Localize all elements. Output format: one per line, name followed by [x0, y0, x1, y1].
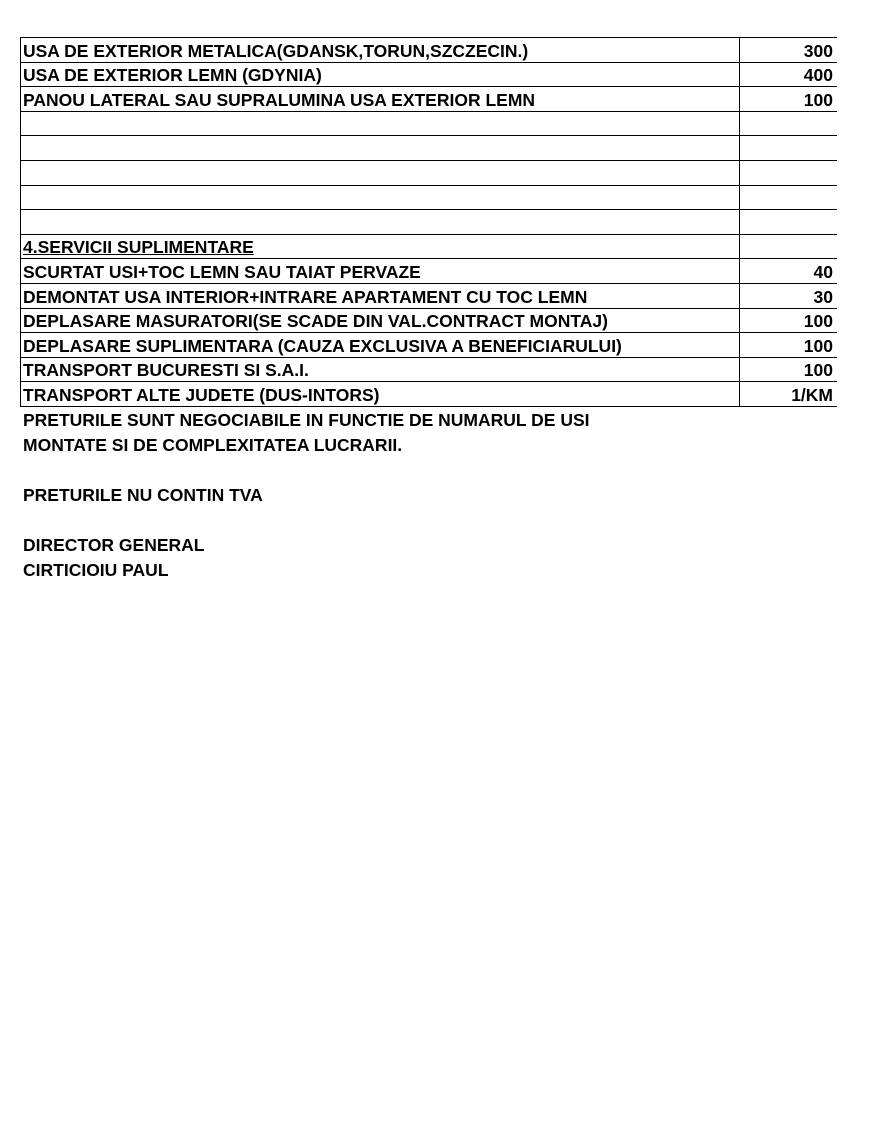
item-description: TRANSPORT BUCURESTI SI S.A.I.: [21, 357, 740, 382]
item-description: USA DE EXTERIOR METALICA(GDANSK,TORUN,SZCZECIN.): [21, 38, 740, 63]
item-price: [740, 185, 838, 210]
item-price: 100: [740, 333, 838, 358]
item-price: 400: [740, 62, 838, 87]
table-row: [21, 333, 838, 358]
item-price: 300: [740, 38, 838, 63]
spacer: [23, 458, 823, 483]
section-title: 4.SERVICII SUPLIMENTARE: [21, 234, 740, 259]
table-row: [21, 357, 838, 382]
table-row: [21, 87, 838, 112]
item-price: [740, 210, 838, 235]
item-description: TRANSPORT ALTE JUDETE (DUS-INTORS): [21, 382, 740, 407]
item-price: [740, 160, 838, 185]
item-description: DEMONTAT USA INTERIOR+INTRARE APARTAMENT CU TOC LEMN: [21, 283, 740, 308]
item-description: PANOU LATERAL SAU SUPRALUMINA USA EXTERIOR LEMN: [21, 87, 740, 112]
item-price: [740, 234, 838, 259]
item-price: 40: [740, 259, 838, 284]
table-row: [21, 382, 838, 407]
signature-title: DIRECTOR GENERAL: [23, 535, 205, 555]
vat-note: PRETURILE NU CONTIN TVA: [23, 485, 263, 505]
item-description: USA DE EXTERIOR LEMN (GDYNIA): [21, 62, 740, 87]
negotiable-note-line-2: MONTATE SI DE COMPLEXITATEA LUCRARII.: [23, 435, 403, 455]
table-row: [21, 259, 838, 284]
table-row: [21, 62, 838, 87]
empty-table-row: [21, 210, 838, 235]
empty-table-row: [21, 185, 838, 210]
empty-table-row: [21, 136, 838, 161]
section-header-row: [21, 234, 838, 259]
item-price: 1/KM: [740, 382, 838, 407]
item-price: 100: [740, 87, 838, 112]
price-table: [20, 37, 837, 407]
table-row: [21, 38, 838, 63]
empty-table-row: [21, 160, 838, 185]
notes-section: [23, 408, 823, 583]
table-row: [21, 308, 838, 333]
item-price: 100: [740, 357, 838, 382]
spacer: [23, 508, 823, 533]
item-description: [21, 136, 740, 161]
item-price: 30: [740, 283, 838, 308]
item-description: [21, 111, 740, 136]
item-description: [21, 185, 740, 210]
item-description: DEPLASARE MASURATORI(SE SCADE DIN VAL.CONTRACT MONTAJ): [21, 308, 740, 333]
item-description: [21, 160, 740, 185]
item-price: [740, 136, 838, 161]
signature-name: CIRTICIOIU PAUL: [23, 560, 169, 580]
item-description: SCURTAT USI+TOC LEMN SAU TAIAT PERVAZE: [21, 259, 740, 284]
item-price: 100: [740, 308, 838, 333]
negotiable-note-line-1: PRETURILE SUNT NEGOCIABILE IN FUNCTIE DE NUMARUL DE USI: [23, 410, 590, 430]
table-row: [21, 283, 838, 308]
item-description: DEPLASARE SUPLIMENTARA (CAUZA EXCLUSIVA A BENEFICIARULUI): [21, 333, 740, 358]
empty-table-row: [21, 111, 838, 136]
item-price: [740, 111, 838, 136]
item-description: [21, 210, 740, 235]
